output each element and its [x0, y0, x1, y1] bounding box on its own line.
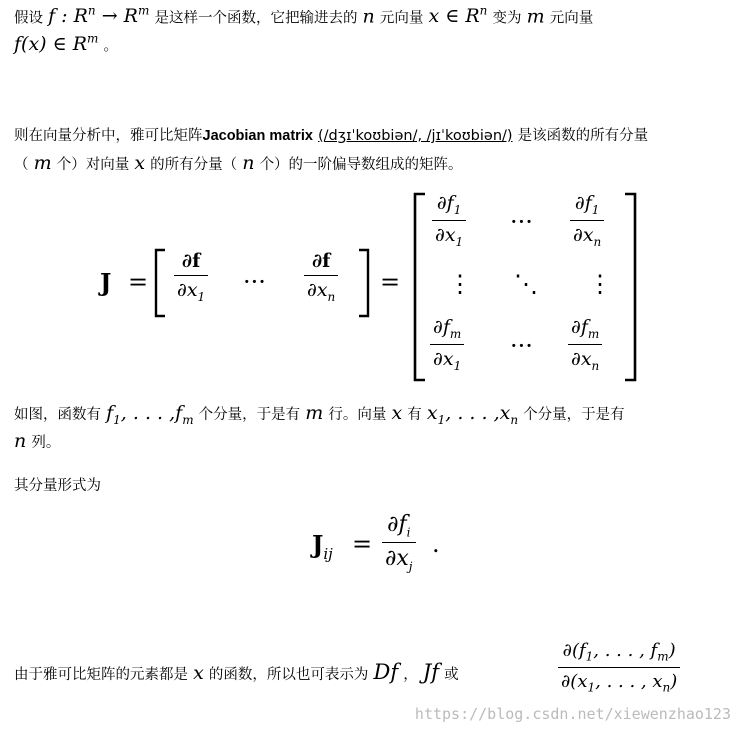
- eq2-J: $J_{ij}$: [312, 530, 333, 563]
- p1-math-m: m: [526, 5, 545, 28]
- eq1-J: J: [100, 268, 112, 297]
- eq2-dot: .: [432, 530, 440, 558]
- right-bracket-icon: [356, 248, 372, 318]
- eq1-hdots-1: ···: [243, 268, 266, 296]
- matrix-vdots-2: ⋮: [588, 270, 612, 298]
- p2-text-3: （: [14, 157, 29, 173]
- matrix-cell-1-1: $\partial f_1$ $\partial x_1$: [432, 192, 466, 249]
- eq2-equals: =: [352, 530, 373, 558]
- paragraph-3: [14, 402, 625, 427]
- p5-comma: ，: [403, 667, 418, 683]
- p5-fraction: $\partial(f_1$, . . . , $f_m$) $\partial(x_1$, . . . , $x_n$): [558, 640, 680, 694]
- p2-math-x: x: [134, 152, 146, 174]
- p3-math-x: x: [391, 402, 403, 424]
- matrix-cell-m-1: $\partial f_m$ $\partial x_1$: [430, 316, 464, 373]
- matrix-cell-1-n: $\partial f_1$ $\partial x_n$: [570, 192, 604, 249]
- p3-text-1: 如图，函数有: [14, 407, 101, 423]
- p5-math-Df: Df: [373, 660, 399, 684]
- eq1-df-dxn: ∂f $\partial x_n$: [304, 250, 338, 304]
- p2-text-4: 个）对向量: [56, 157, 130, 173]
- p2-text-5: 的所有分量（: [150, 157, 238, 173]
- p1-text-3: 元向量: [379, 10, 424, 27]
- p1-text-4: 变为: [492, 10, 522, 27]
- paragraph-2: [14, 124, 648, 145]
- p4-text-1: 其分量形式为: [14, 478, 101, 494]
- left-bracket-icon: [152, 248, 168, 318]
- p3-math-m: m: [305, 402, 324, 424]
- p3-math-f-list: $f_1$, . . . $,f_m$: [106, 402, 194, 427]
- p3-text-5: 个分量，于是有: [523, 407, 625, 423]
- p5-math-x: x: [193, 662, 204, 684]
- p3-text-6: 列。: [31, 435, 61, 451]
- paragraph-3-line-2: [14, 430, 60, 452]
- matrix-hdots-1: ···: [510, 208, 533, 236]
- jacobian-term: Jacobian matrix: [202, 128, 313, 144]
- p2-text-1: 则在向量分析中，雅可比矩阵: [14, 128, 203, 144]
- ipa-link[interactable]: (/dʒɪˈkoʊbiən/, /jɪˈkoʊbiən/): [318, 128, 513, 144]
- p3-math-x-list: $x_1$, . . . $,x_n$: [426, 402, 519, 427]
- p1-math-n: n: [362, 5, 375, 28]
- matrix-ddots: ⋱: [514, 270, 538, 298]
- p5-or: 或: [444, 667, 459, 683]
- eq1-equals-1: =: [128, 268, 149, 296]
- paragraph-2-line-2: [14, 152, 463, 174]
- matrix-left-bracket-icon: [410, 192, 428, 382]
- paragraph-5: [14, 660, 459, 684]
- p1-math-f: f : $R^n \to R^m$: [48, 4, 150, 28]
- p3-math-n: n: [14, 430, 27, 452]
- p2-math-m: m: [33, 152, 52, 174]
- p5-text-1: 由于雅可比矩阵的元素都是: [14, 667, 188, 683]
- p5-math-Jf: Jf: [422, 660, 439, 684]
- p2-text-2: 是该函数的所有分量: [517, 128, 649, 144]
- matrix-vdots-1: ⋮: [448, 270, 472, 298]
- matrix-cell-m-n: $\partial f_m$ $\partial x_n$: [568, 316, 602, 373]
- eq2-fraction: $\partial f_i$ $\partial x_j$: [382, 512, 416, 574]
- matrix-right-bracket-icon: [622, 192, 640, 382]
- p1-text-6: 。: [103, 38, 119, 55]
- p3-text-3: 行。向量: [328, 407, 387, 423]
- component-equation: [0, 508, 741, 588]
- eq1-df-dx1: ∂f $\partial x_1$: [174, 250, 208, 304]
- p1-math-fx: f(x) ∈ $R^m$: [14, 32, 99, 56]
- p1-text-5: 元向量: [549, 10, 594, 27]
- eq1-equals-2: =: [380, 268, 401, 296]
- paragraph-1: [14, 4, 593, 27]
- p2-text-6: 个）的一阶偏导数组成的矩阵。: [259, 157, 463, 173]
- p1-text-2: 是这样一个函数，它把输进去的: [154, 10, 358, 27]
- p1-math-x: x ∈ $R^n$: [428, 4, 488, 28]
- p3-text-4: 有: [407, 407, 422, 423]
- paragraph-4: [14, 474, 101, 495]
- p1-text-1: 假设: [14, 10, 43, 27]
- p5-text-2: 的函数，所以也可表示为: [208, 667, 369, 683]
- watermark: https://blog.csdn.net/xiewenzhao123: [414, 705, 731, 723]
- p2-math-n: n: [242, 152, 255, 174]
- matrix-hdots-2: ···: [510, 332, 533, 360]
- jacobian-equation: [0, 188, 741, 383]
- paragraph-1-line-2: [14, 32, 118, 55]
- p3-text-2: 个分量，于是有: [198, 407, 301, 423]
